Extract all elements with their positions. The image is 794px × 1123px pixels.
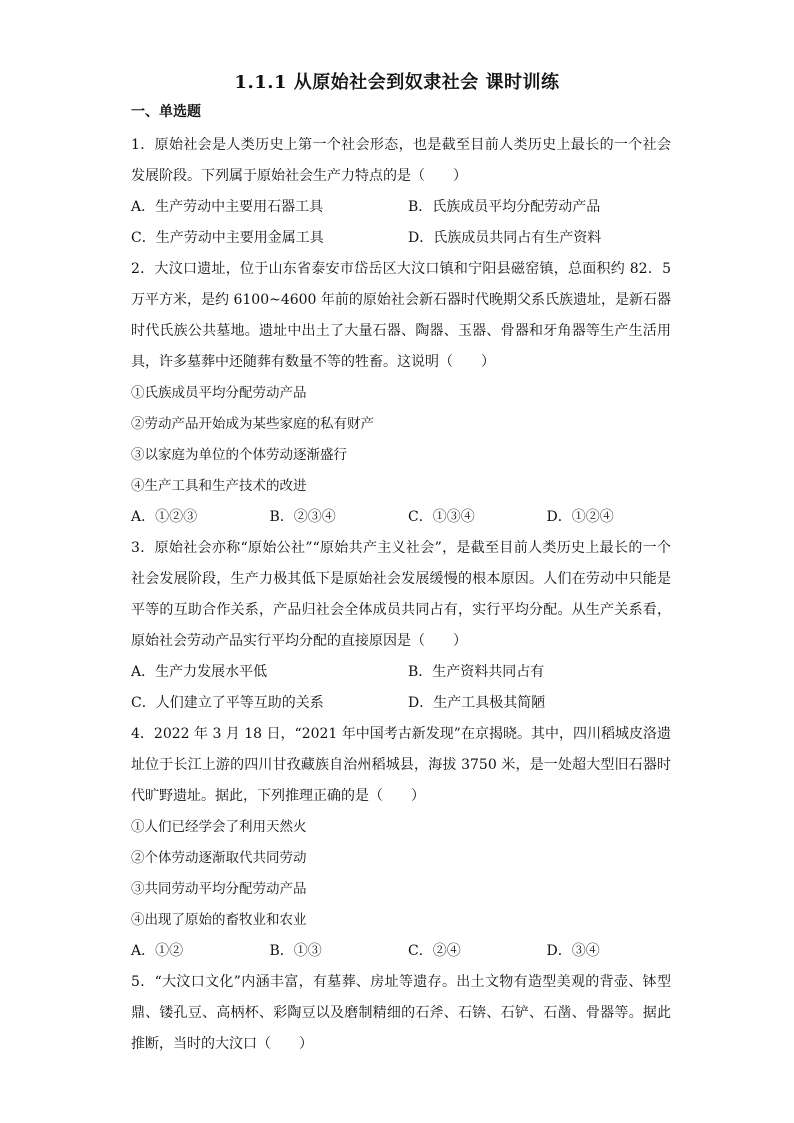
statement-item: ③共同劳动平均分配劳动产品 [131,881,307,897]
options-row [131,192,671,223]
options-row [131,502,671,533]
question-stem: 5．“大汶口文化”内涵丰富，有墓葬、房址等遗存。出土文物有造型美观的背壶、钵型鼎、镂孔豆、高柄杯、彩陶豆以及磨制精细的石斧、石锛、石铲、石凿、骨器等。据此推断，当时的大汶口（ ） [131,974,671,1052]
question-stem: 4．2022 年 3 月 18 日，“2021 年中国考古新发现”在京揭晓。其中，四川稻城皮洛遗址位于长江上游的四川甘孜藏族自治州稻城县，海拔 3750 米，是一处超大型旧石器时代旷野遗址。据此，下列推理正确的是（ ） [131,726,671,804]
question-4 [131,719,671,967]
statement-item: ①人们已经学会了利用天然火 [131,819,307,835]
question-2 [131,254,671,533]
statement-item: ②劳动产品开始成为某些家庭的私有财产 [131,416,374,432]
option-a: A．生产力发展水平低 [131,664,268,680]
option-d: D．氏族成员共同占有生产资料 [408,230,602,246]
document-title: 1.1.1 从原始社会到奴隶社会 课时训练 [234,72,560,93]
option-b: B．氏族成员平均分配劳动产品 [408,199,601,215]
option-c: C．②④ [408,943,461,959]
option-a: A．①② [131,943,184,959]
section-heading: 一、单选题 [131,104,201,120]
document-body [131,101,671,1060]
options-row [131,223,671,254]
question-3 [131,533,671,719]
question-1 [131,130,671,254]
option-b: B．①③ [269,943,322,959]
statement-item: ③以家庭为单位的个体劳动逐渐盛行 [131,447,347,463]
statement-item: ①氏族成员平均分配劳动产品 [131,385,307,401]
question-stem: 1．原始社会是人类历史上第一个社会形态，也是截至目前人类历史上最长的一个社会发展阶段。下列属于原始社会生产力特点的是（ ） [131,137,671,184]
option-d: D．生产工具极其简陋 [408,695,546,711]
option-c: C．生产劳动中主要用金属工具 [131,230,324,246]
option-c: C．人们建立了平等互助的关系 [131,695,324,711]
option-d: D．③④ [546,943,600,959]
statement-item: ④生产工具和生产技术的改进 [131,478,307,494]
question-stem: 3．原始社会亦称“原始公社”“原始共产主义社会”，是截至目前人类历史上最长的一个社会发展阶段，生产力极其低下是原始社会发展缓慢的根本原因。人们在劳动中只能是平等的互助合作关系，产品归社会全体成员共同占有，实行平均分配。从生产关系看，原始社会劳动产品实行平均分配的直接原因是（ ） [131,540,671,649]
options-row [131,936,671,967]
option-a: A．①②③ [131,509,198,525]
options-row [131,688,671,719]
option-b: B．②③④ [269,509,336,525]
options-row [131,657,671,688]
statement-item: ②个体劳动逐渐取代共同劳动 [131,850,307,866]
question-5 [131,967,671,1060]
statement-item: ④出现了原始的畜牧业和农业 [131,912,307,928]
option-d: D．①②④ [546,509,614,525]
option-a: A．生产劳动中主要用石器工具 [131,199,324,215]
question-stem: 2．大汶口遗址，位于山东省泰安市岱岳区大汶口镇和宁阳县磁窑镇，总面积约 82．5 万平方米，是约 6100~4600 年前的原始社会新石器时代晚期父系氏族遗址，是新石器时代氏族公共墓地。遗址中出土了大量石器、陶器、玉器、骨器和牙角器等生产生活用具，许多墓葬中还随葬有数量不等的牲畜。这说明（ ） [131,261,671,370]
option-c: C．①③④ [408,509,475,525]
option-b: B．生产资料共同占有 [408,664,545,680]
